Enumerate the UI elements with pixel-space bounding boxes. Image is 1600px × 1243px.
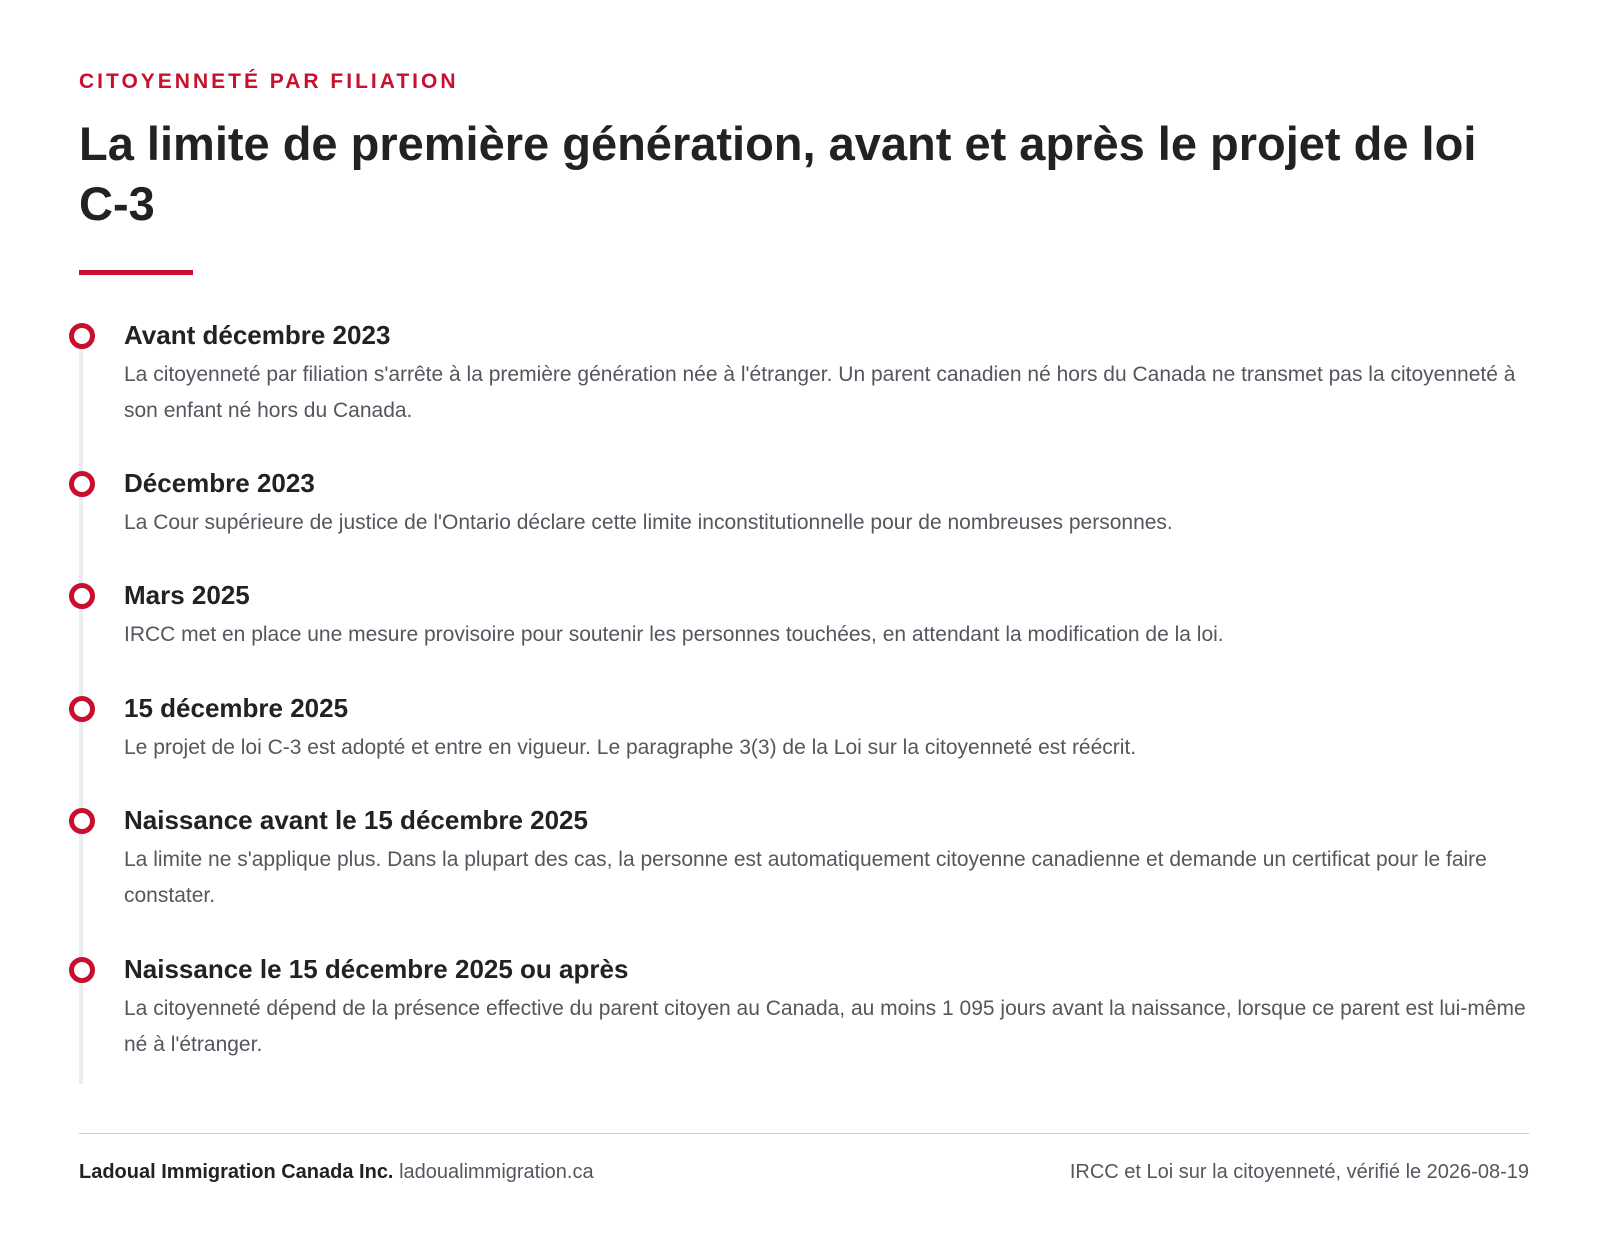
event-title: 15 décembre 2025 — [124, 693, 349, 723]
event-title: Naissance le 15 décembre 2025 ou après — [124, 954, 629, 984]
event-title: Mars 2025 — [124, 580, 250, 610]
timeline-marker-icon — [69, 323, 95, 349]
footer-website: ladoualimmigration.ca — [399, 1161, 594, 1183]
title-accent-rule — [79, 270, 193, 275]
footer-source: IRCC et Loi sur la citoyenneté, vérifié le 2026-08-19 — [1069, 1161, 1529, 1183]
timeline-marker-icon — [69, 471, 95, 497]
timeline-marker-icon — [69, 957, 95, 983]
footer-divider — [79, 1133, 1529, 1134]
infographic — [79, 0, 1529, 1243]
event-description: La Cour supérieure de justice de l'Ontario déclare cette limite inconstitutionnelle pour de nombreuses personnes. — [124, 511, 1173, 534]
event-title: Naissance avant le 15 décembre 2025 — [124, 805, 588, 835]
event-title: Décembre 2023 — [124, 468, 315, 498]
timeline-marker-icon — [69, 808, 95, 834]
timeline — [79, 320, 1529, 1090]
event-description: La citoyenneté par filiation s'arrête à la première génération née à l'étranger. Un parent canadien né hors du Canada ne transmet pas la citoyenneté à son enfant né hors du Canada. — [124, 363, 1516, 422]
timeline-marker-icon — [69, 696, 95, 722]
event-description: La limite ne s'applique plus. Dans la plupart des cas, la personne est automatiquement citoyenne canadienne et demande un certificat pour le faire constater. — [124, 848, 1487, 907]
event-title: Avant décembre 2023 — [124, 320, 391, 350]
event-description: Le projet de loi C-3 est adopté et entre en vigueur. Le paragraphe 3(3) de la Loi sur la citoyenneté est réécrit. — [124, 736, 1137, 759]
timeline-marker-icon — [69, 583, 95, 609]
footer-credit — [79, 1160, 594, 1184]
event-description: La citoyenneté dépend de la présence effective du parent citoyen au Canada, au moins 1 095 jours avant la naissance, lorsque ce parent est lui-même né à l'étranger. — [124, 997, 1526, 1056]
event-description: IRCC met en place une mesure provisoire pour soutenir les personnes touchées, en attendant la modification de la loi. — [124, 623, 1224, 646]
eyebrow-label: CITOYENNETÉ PAR FILIATION — [79, 70, 459, 93]
page-title: La limite de première génération, avant et après le projet de loi C-3 — [79, 117, 1477, 230]
footer-organization: Ladoual Immigration Canada Inc. — [79, 1161, 394, 1183]
